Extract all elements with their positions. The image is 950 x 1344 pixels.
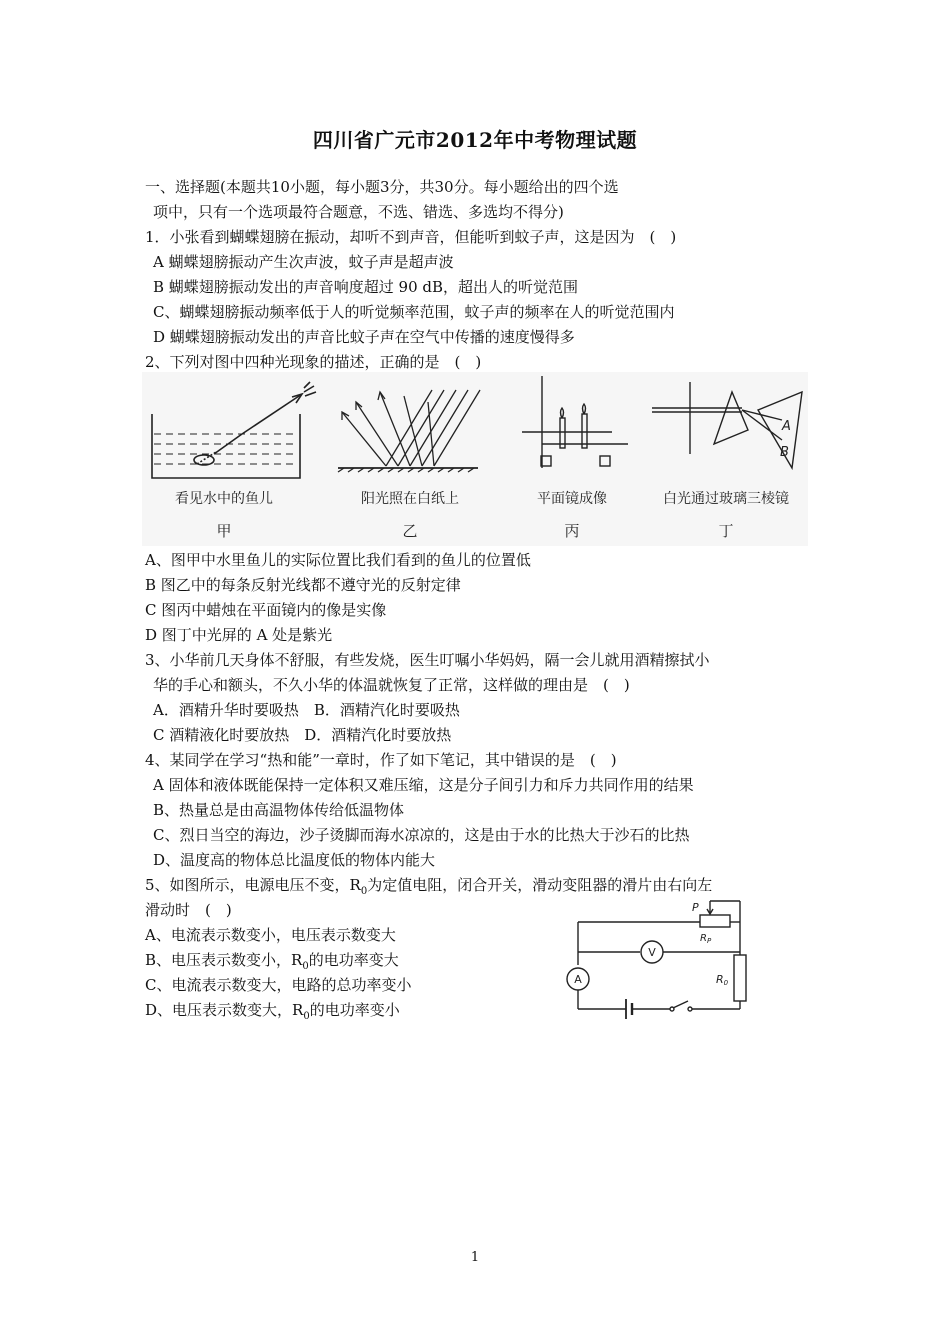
section-heading-line1: 一、选择题(本题共10小题，每小题3分，共30分。每小题给出的四个选 (145, 178, 619, 196)
q3-stem-line1: 3、小华前几天身体不舒服，有些发烧，医生叮嘱小华妈妈，隔一会儿就用酒精擦拭小 (145, 651, 710, 669)
q1-option-b: B 蝴蝶翅膀振动发出的声音响度超过 90 dB，超出人的听觉范围 (153, 278, 579, 296)
ammeter-label: A (574, 973, 582, 986)
q5-option-d: D、电压表示数变大，$R_0$的电功率变小 (145, 1001, 400, 1022)
q2-option-c: C 图丙中蜡烛在平面镜内的像是实像 (145, 601, 387, 619)
label-jia: 甲 (216, 522, 232, 540)
prism-label-a: A (782, 419, 791, 434)
q2-option-b: B 图乙中的每条反射光线都不遵守光的反射定律 (145, 576, 461, 594)
q2-option-d: D 图丁中光屏的 A 处是紫光 (145, 626, 333, 644)
q2-stem: 2、下列对图中四种光现象的描述，正确的是 ( ) (145, 353, 482, 371)
label-yi: 乙 (402, 522, 418, 540)
q4-option-a: A 固体和液体既能保持一定体积又难压缩，这是分子间引力和斥力共同作用的结果 (153, 776, 694, 794)
q1-option-c: C、蝴蝶翅膀振动频率低于人的听觉频率范围，蚊子声的频率在人的听觉范围内 (153, 303, 675, 321)
circuit-label-p: P (692, 901, 699, 914)
q1-option-a: A 蝴蝶翅膀振动产生次声波，蚊子声是超声波 (153, 253, 454, 271)
q3-options-ab: A．酒精升华时要吸热 B．酒精汽化时要吸热 (153, 701, 460, 719)
prism-label-b: B (780, 445, 789, 460)
caption-ding: 白光通过玻璃三棱镜 (663, 491, 789, 507)
label-ding: 丁 (718, 522, 734, 540)
page-number: 1 (470, 1250, 480, 1265)
page-title: 四川省广元市2012年中考物理试题 (312, 128, 638, 152)
caption-bing: 平面镜成像 (537, 491, 607, 507)
section-heading-line2: 项中，只有一个选项最符合题意，不选、错选、多选均不得分) (153, 203, 564, 221)
q3-stem-line2: 华的手心和额头，不久小华的体温就恢复了正常，这样做的理由是 ( ) (153, 676, 630, 694)
q1-option-d: D 蝴蝶翅膀振动发出的声音比蚊子声在空气中传播的速度慢得多 (153, 328, 575, 346)
q4-option-b: B、热量总是由高温物体传给低温物体 (153, 801, 405, 819)
q4-option-c: C、烈日当空的海边，沙子烫脚而海水凉凉的，这是由于水的比热大于沙石的比热 (153, 826, 690, 844)
q2-option-a: A、图甲中水里鱼儿的实际位置比我们看到的鱼儿的位置低 (145, 551, 531, 569)
q5-option-a: A、电流表示数变小，电压表示数变大 (145, 926, 396, 944)
caption-jia: 看见水中的鱼儿 (175, 491, 273, 507)
q4-stem: 4、某同学在学习“热和能”一章时，作了如下笔记，其中错误的是 ( ) (145, 751, 617, 769)
q5-option-b: B、电压表示数变小，$R_0$的电功率变大 (145, 951, 399, 972)
q5-stem-line1: 5、如图所示，电源电压不变，$R_0$为定值电阻，闭合开关，滑动变阻器的滑片由右向左 (145, 876, 713, 897)
label-bing: 丙 (564, 522, 580, 540)
circuit-diagram (560, 895, 750, 1025)
optics-figure (142, 372, 808, 546)
q4-option-d: D、温度高的物体总比温度低的物体内能大 (153, 851, 436, 869)
circuit-label-rp: $R_P$ (700, 933, 712, 945)
q5-option-c: C、电流表示数变大，电路的总功率变小 (145, 976, 412, 994)
circuit-label-r0: R0 (716, 973, 729, 987)
q3-options-cd: C 酒精液化时要放热 D．酒精汽化时要放热 (153, 726, 452, 744)
q5-stem-line2: 滑动时 ( ) (145, 901, 232, 919)
q1-stem: 1．小张看到蝴蝶翅膀在振动，却听不到声音，但能听到蚊子声，这是因为 ( ) (145, 228, 677, 246)
caption-yi: 阳光照在白纸上 (361, 491, 459, 507)
voltmeter-label: V (648, 946, 656, 959)
